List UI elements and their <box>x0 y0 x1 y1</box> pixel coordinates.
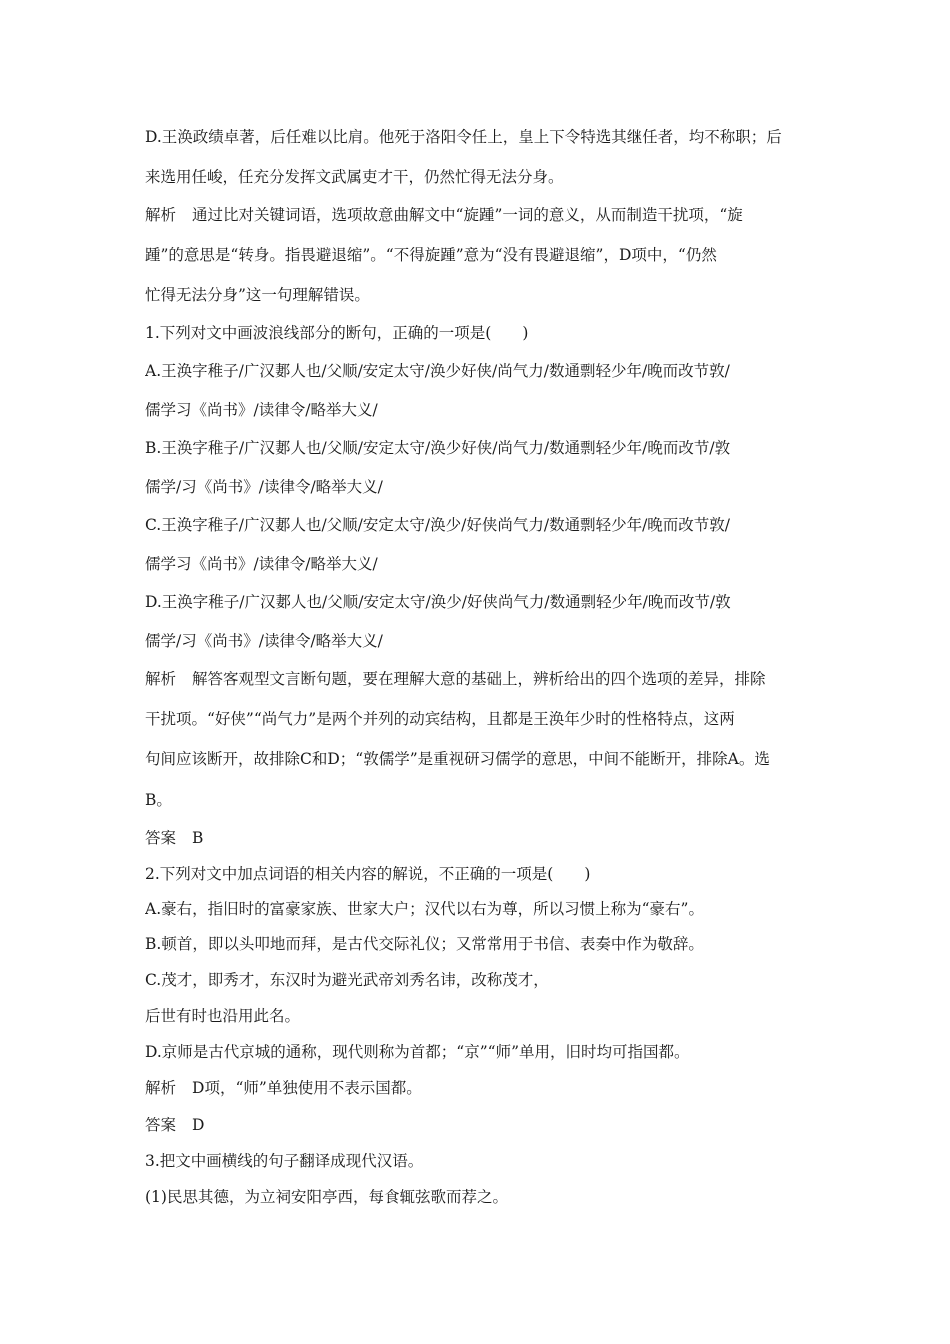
q2-answer-label: 答案 <box>145 1116 177 1134</box>
q1-option-d-line-1: D.王涣字稚子/广汉郪人也/父顺/安定太守/涣少/好侠尚气力/数通剽轻少年/晚而改节/敦 <box>145 593 731 611</box>
q2-option-d: D.京师是古代京城的通称，现代则称为首都；“京”“师”单用，旧时均可指国都。 <box>145 1043 690 1061</box>
q2-option-b: B.顿首，即以头叩地而拜，是古代交际礼仪；又常常用于书信、表奏中作为敬辞。 <box>145 935 704 953</box>
q1-option-d-line-2: 儒学/习《尚书》/读律令/略举大义/ <box>145 632 383 650</box>
q2-option-c-line-2: 后世有时也沿用此名。 <box>145 1007 301 1025</box>
question-3-stem: 3.把文中画横线的句子翻译成现代汉语。 <box>145 1152 424 1170</box>
option-d-line-2: 来选用任峻，任充分发挥文武属吏才干，仍然忙得无法分身。 <box>145 168 564 186</box>
q1-analysis-line-1 <box>145 669 815 689</box>
q1-option-c-line-2: 儒学习《尚书》/读律令/略举大义/ <box>145 555 378 573</box>
q1-answer-line <box>145 828 815 848</box>
q1-option-b-line-2: 儒学/习《尚书》/读律令/略举大义/ <box>145 478 383 496</box>
analysis-line-2: 踵”的意思是“转身。指畏避退缩”。“不得旋踵”意为“没有畏避退缩”，D项中，“仍然 <box>145 246 717 264</box>
question-2-stem: 2.下列对文中加点词语的相关内容的解说，不正确的一项是( ) <box>145 865 591 883</box>
q2-analysis-label: 解析 <box>145 1079 177 1097</box>
q1-option-b-line-1: B.王涣字稚子/广汉郪人也/父顺/安定太守/涣少好侠/尚气力/数通剽轻少年/晚而改节/敦 <box>145 439 731 457</box>
analysis-line-3: 忙得无法分身”这一句理解错误。 <box>145 286 370 304</box>
q1-option-a-line-2: 儒学习《尚书》/读律令/略举大义/ <box>145 401 378 419</box>
q2-option-a: A.豪右，指旧时的富豪家族、世家大户；汉代以右为尊，所以习惯上称为“豪右”。 <box>145 900 704 918</box>
q2-analysis-line <box>145 1078 815 1098</box>
analysis-label: 解析 <box>145 206 177 224</box>
q1-analysis-label: 解析 <box>145 670 177 688</box>
q1-analysis-text: 解答客观型文言断句题，要在理解大意的基础上，辨析给出的四个选项的差异，排除 <box>192 670 766 688</box>
q1-answer-label: 答案 <box>145 829 177 847</box>
question-1-stem: 1.下列对文中画波浪线部分的断句，正确的一项是( ) <box>145 324 529 342</box>
q1-answer-value: B <box>192 829 204 847</box>
option-d-line-1: D.王涣政绩卓著，后任难以比肩。他死于洛阳令任上，皇上下令特选其继任者，均不称职；后 <box>145 128 782 146</box>
q3-sub-question-1: (1)民思其德，为立祠安阳亭西，每食辄弦歌而荐之。 <box>145 1188 508 1206</box>
analysis-text: 通过比对关键词语，选项故意曲解文中“旋踵”一词的意义，从而制造干扰项，“旋 <box>192 206 743 224</box>
q1-analysis-line-2: 干扰项。“好侠”“尚气力”是两个并列的动宾结构，且都是王涣年少时的性格特点，这两 <box>145 710 735 728</box>
q2-answer-line <box>145 1115 815 1135</box>
q2-analysis-text: D项，“师”单独使用不表示国都。 <box>192 1079 422 1097</box>
analysis-line-1 <box>145 205 815 225</box>
q2-answer-value: D <box>192 1116 205 1134</box>
q1-option-a-line-1: A.王涣字稚子/广汉郪人也/父顺/安定太守/涣少好侠/尚气力/数通剽轻少年/晚而改节敦/ <box>145 362 730 380</box>
q1-analysis-line-3: 句间应该断开，故排除C和D；“敦儒学”是重视研习儒学的意思，中间不能断开，排除A。选 <box>145 750 770 768</box>
q1-analysis-line-4: B。 <box>145 791 172 809</box>
q1-option-c-line-1: C.王涣字稚子/广汉郪人也/父顺/安定太守/涣少/好侠尚气力/数通剽轻少年/晚而改节敦/ <box>145 516 731 534</box>
q2-option-c-line-1: C.茂才，即秀才，东汉时为避光武帝刘秀名讳，改称茂才， <box>145 971 549 989</box>
